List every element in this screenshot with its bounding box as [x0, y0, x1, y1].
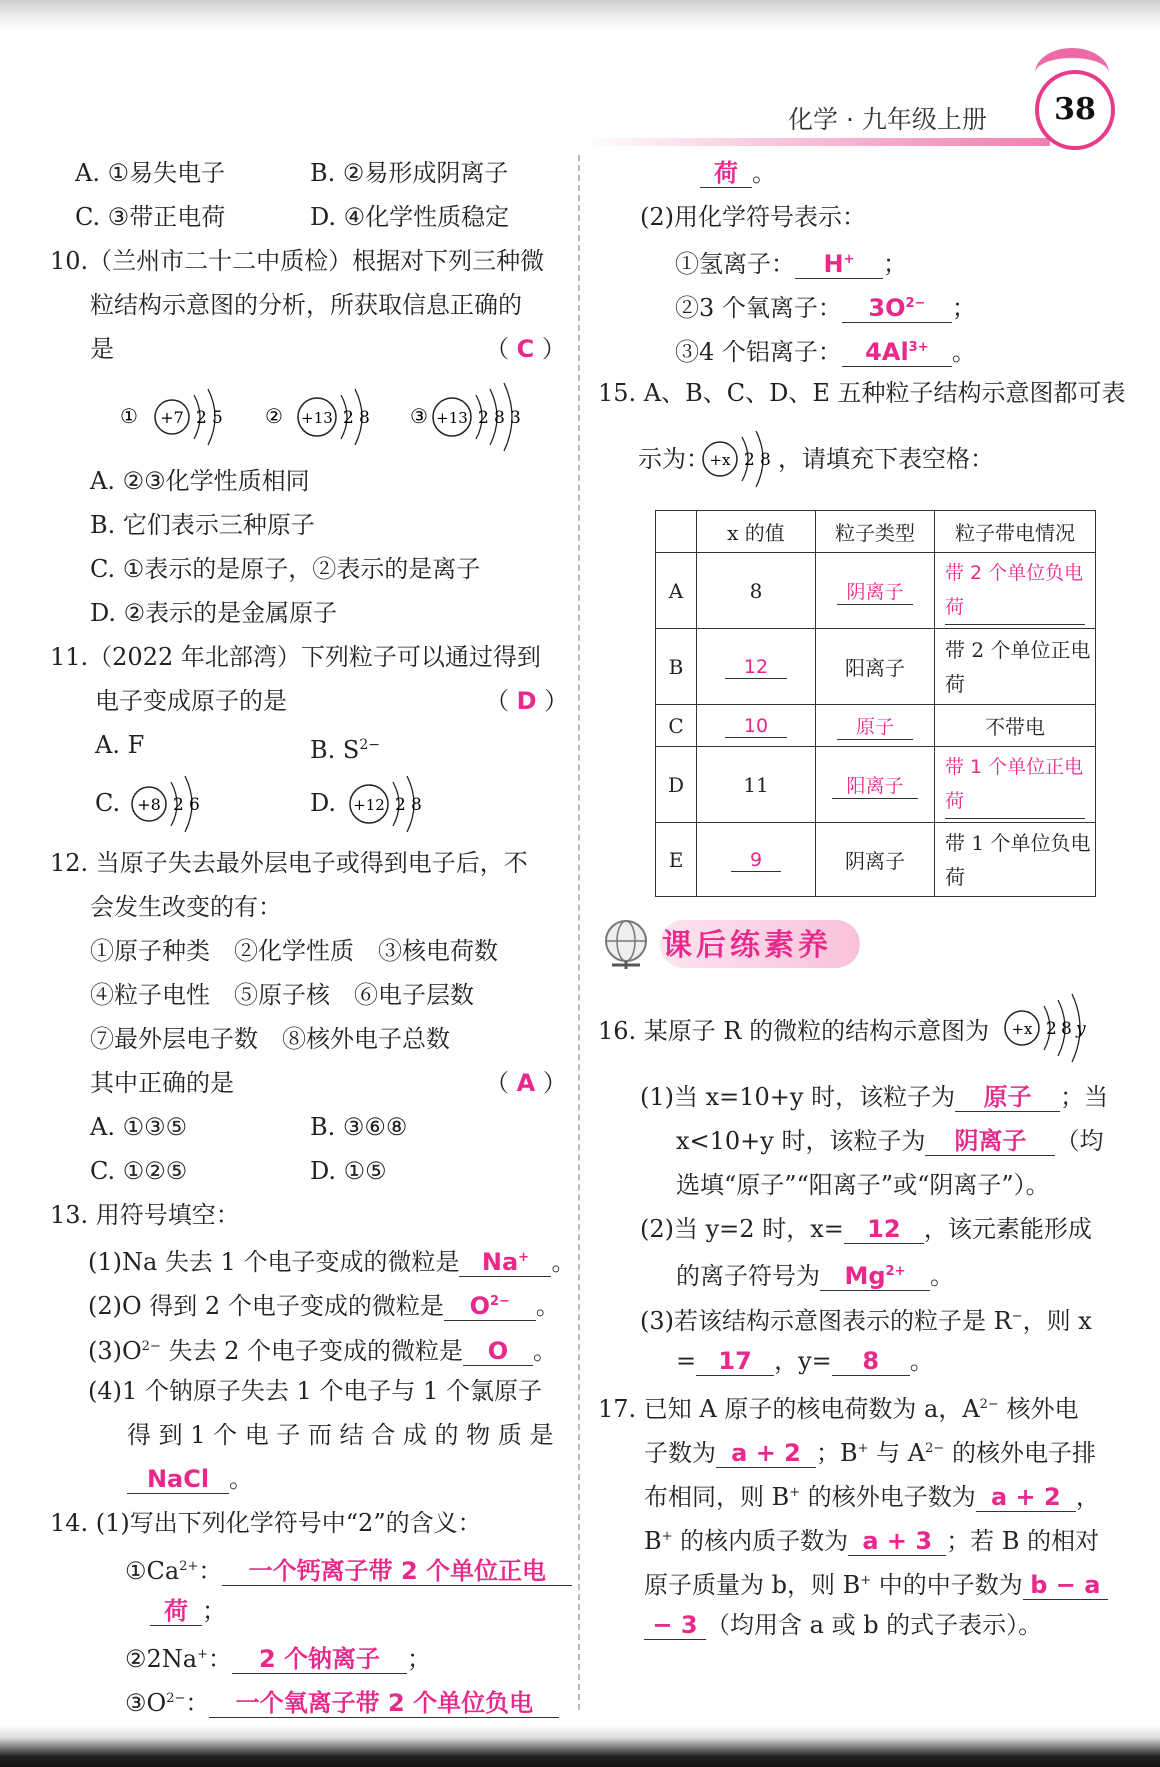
q15-line-2b: ，请填充下表空格： [778, 445, 994, 473]
nucleus-charge: +12 [353, 796, 385, 814]
shell-electrons: 6 [189, 795, 200, 815]
table-row [656, 747, 1096, 823]
row-id: A [656, 553, 697, 629]
row-charge: 带 2 个单位负电荷 [935, 553, 1096, 629]
q17-line-3: 布相同，则 B+ 的核外电子数为 a + 2 ， [644, 1483, 1100, 1511]
shell-electrons: 8 [411, 795, 422, 815]
q13-part-4-line-2: 得 到 1 个 电 子 而 结 合 成 的 物 质 是 [127, 1421, 554, 1449]
q17-line-5: 原子质量为 b，则 B+ 中的中子数为 b − a [644, 1566, 1108, 1600]
table-row [656, 629, 1096, 705]
q15-diagram [698, 424, 783, 494]
shell-electrons: 3 [510, 408, 521, 428]
row-charge: 带 1 个单位正电荷 [935, 747, 1096, 823]
nucleus-charge: +13 [436, 409, 468, 427]
q11-answer-bracket: （ D ） [485, 687, 569, 715]
q16-part-3-b: = 17 ，y= 8 。 [676, 1347, 934, 1375]
q15-line-1: 15. A、B、C、D、E 五种粒子结构示意图都可表 [598, 379, 1126, 407]
bottom-edge [0, 1725, 1160, 1767]
row-x: 9 [697, 823, 816, 897]
q17-line-1: 17. 已知 A 原子的核电荷数为 a，$A^{2-}$ 核外电 [598, 1395, 1079, 1423]
q16-part-2-a: (2)当 y=2 时，x= 12 ，该元素能形成 [640, 1215, 1092, 1243]
table-header-row [656, 511, 1096, 553]
q11-diagram-c [125, 770, 215, 840]
q11-diagram-d [345, 770, 440, 840]
q13-part-3: $(3)O^{2-}$ 失去 2 个电子变成的微粒是 O 。 [88, 1337, 557, 1365]
q12-option-b: B. ③⑥⑧ [310, 1113, 408, 1141]
q12-option-d: D. ①⑤ [310, 1157, 387, 1185]
q10-option-d: D. ②表示的是金属原子 [90, 599, 338, 627]
row-type: 阳离子 [816, 629, 935, 705]
row-type: 阴离子 [816, 553, 935, 629]
nucleus-charge: +x [1011, 1020, 1033, 1038]
q16-part-1-b: x<10+y 时，该粒子为 阴离子 （均 [676, 1127, 1104, 1155]
shell-electrons: 2 [1046, 1019, 1057, 1039]
q16-part-1-a: (1)当 x=10+y 时，该粒子为 原子 ；当 [640, 1083, 1109, 1111]
row-type: 原子 [816, 705, 935, 747]
section-banner: 课后练素养 [662, 928, 832, 963]
q14-item-3-cont: 荷 。 [700, 158, 776, 188]
q10-line-3: 是 [90, 335, 114, 363]
shell-electrons: 2 [395, 795, 406, 815]
q10-line-2: 粒结构示意图的分析，所获取信息正确的 [90, 291, 522, 319]
q12-option-c: C. ①②⑤ [90, 1157, 188, 1185]
q12-option-a: A. ①③⑤ [90, 1113, 188, 1141]
q10-diagram-3 [410, 383, 521, 451]
q12-items-1: ①原子种类 ②化学性质 ③核电荷数 [90, 937, 498, 965]
shell-electrons: 8 [1061, 1019, 1072, 1039]
q12-items-2: ④粒子电性 ⑤原子核 ⑥电子层数 [90, 981, 474, 1009]
q11-line-2: 电子变成原子的是 [95, 687, 287, 715]
row-x: 8 [697, 553, 816, 629]
row-id: C [656, 705, 697, 747]
q10-option-b: B. 它们表示三种原子 [90, 511, 315, 539]
q10-option-a: A. ②③化学性质相同 [90, 467, 310, 495]
row-x: 11 [697, 747, 816, 823]
q12-answer-bracket: （ A ） [485, 1069, 567, 1097]
table-header-cell: x 的值 [697, 511, 816, 553]
q13-part-2: (2)O 得到 2 个电子变成的微粒是 $O^{2-}$ 。 [88, 1288, 560, 1321]
row-id: B [656, 629, 697, 705]
q16-diagram [1000, 992, 1100, 1064]
q10-diagram-2 [265, 389, 370, 445]
q16-part-3-a: (3)若该结构示意图表示的粒子是 R−，则 x [640, 1307, 1092, 1335]
q14-part-2-title: (2)用化学符号表示： [640, 203, 866, 231]
shell-electrons: 2 [744, 450, 755, 470]
q13-part-1: (1)Na 失去 1 个电子变成的微粒是 Na+ 。 [88, 1244, 575, 1277]
q10-line-1: 10.（兰州市二十二中质检）根据对下列三种微 [50, 247, 545, 275]
nucleus-charge: +7 [160, 408, 184, 427]
q14-item-3: $③O^{2-}$： 一个氧离子带 2 个单位负电 [125, 1684, 559, 1718]
row-x: 10 [697, 705, 816, 747]
row-x: 12 [697, 629, 816, 705]
q9-option-d: D. ④化学性质稳定 [310, 203, 510, 231]
nucleus-charge: +13 [301, 409, 333, 427]
top-edge [0, 0, 1160, 30]
table-row [656, 553, 1096, 629]
row-charge: 不带电 [935, 705, 1096, 747]
q11-option-c-label: C. [95, 789, 121, 817]
shell-electrons: 2 [173, 795, 184, 815]
shell-electrons: 2 [343, 408, 354, 428]
q10-diagrams [120, 375, 540, 455]
q10-answer-bracket: （ C ） [485, 335, 566, 363]
q12-line-1: 12. 当原子失去最外层电子或得到电子后，不 [50, 849, 528, 877]
q16-part-2-b: 的离子符号为 $Mg^{2+}$ 。 [676, 1258, 954, 1291]
diagram-label: ② [265, 404, 283, 428]
q9-option-b: B. ②易形成阴离子 [310, 159, 509, 187]
diagram-label: ① [120, 404, 138, 428]
q14-title: 14. (1)写出下列化学符号中“2”的含义： [50, 1509, 482, 1537]
q10-option-c: C. ①表示的是原子，②表示的是离子 [90, 555, 481, 583]
q9-option-c: C. ③带正电荷 [75, 203, 226, 231]
row-charge: 带 2 个单位正电荷 [935, 629, 1096, 705]
header-subject: 化学 · 九年级上册 [788, 105, 987, 134]
table-row [656, 705, 1096, 747]
q13-title: 13. 用符号填空： [50, 1201, 240, 1229]
row-id: D [656, 747, 697, 823]
q17-line-6: − 3 （均用含 a 或 b 的式子表示）。 [644, 1610, 1042, 1640]
q14-symbol-2: ②3 个氧离子： $3O^{2-}$ ； [675, 290, 976, 323]
shell-electrons: 8 [494, 408, 505, 428]
q12-line-3: 其中正确的是 [90, 1069, 234, 1097]
q14-item-1-cont: 荷 ； [150, 1596, 226, 1626]
row-type: 阳离子 [816, 747, 935, 823]
q11-option-a: A. F [95, 731, 145, 759]
row-type: 阴离子 [816, 823, 935, 897]
q13-part-4-answer: NaCl 。 [127, 1464, 253, 1494]
q17-line-4: B+ 的核内质子数为 a + 3 ；若 B 的相对 [644, 1527, 1100, 1555]
shell-electrons: 8 [760, 450, 771, 470]
q14-item-1: $①Ca^{2+}$： 一个钙离子带 2 个单位正电 [125, 1552, 572, 1586]
header-rule [580, 138, 1050, 146]
row-charge: 带 1 个单位负电荷 [935, 823, 1096, 897]
q9-option-a: A. ①易失电子 [75, 159, 226, 187]
q11-line-1: 11.（2022 年北部湾）下列粒子可以通过得到 [50, 643, 541, 671]
q14-symbol-1: ①氢离子： H+ ； [675, 246, 907, 279]
table-header-cell: 粒子类型 [816, 511, 935, 553]
q16-part-1-c: 选填“原子”“阳离子”或“阴离子”）。 [676, 1171, 1050, 1199]
page-number: 38 [1035, 70, 1115, 150]
nucleus-charge: +x [709, 451, 731, 469]
table-header-cell [656, 511, 697, 553]
q10-diagram-1 [120, 389, 223, 445]
shell-electrons: 5 [212, 408, 223, 428]
nucleus-charge: +8 [137, 795, 161, 814]
q15-table [655, 510, 1096, 897]
q12-answer: A [516, 1069, 536, 1097]
q12-line-2: 会发生改变的有： [90, 893, 282, 921]
q11-option-b: B. $S^{2-}$ [310, 736, 380, 764]
q13-part-4-line-1: (4)1 个钠原子失去 1 个电子与 1 个氯原子 [88, 1377, 542, 1405]
column-divider [578, 155, 580, 1710]
q15-line-2a: 示为： [638, 445, 710, 473]
q14-item-2: ②2Na+： 2 个钠离子 ； [125, 1645, 431, 1673]
shell-electrons: y [1076, 1019, 1086, 1039]
q14-symbol-3: ③4 个铝离子： $4Al^{3+}$ 。 [675, 334, 976, 367]
q11-option-d-label: D. [310, 789, 337, 817]
q10-answer: C [516, 335, 535, 363]
table-row [656, 823, 1096, 897]
shell-electrons: 2 [478, 408, 489, 428]
shell-electrons: 2 [196, 408, 207, 428]
q16-line-1: 16. 某原子 R 的微粒的结构示意图为 [598, 1017, 990, 1045]
q12-items-3: ⑦最外层电子数 ⑧核外电子总数 [90, 1025, 450, 1053]
diagram-label: ③ [410, 404, 428, 428]
q17-line-2: 子数为 a + 2 ；B+ 与 $A^{2-}$ 的核外电子排 [644, 1439, 1096, 1467]
q11-answer: D [516, 687, 537, 715]
shell-electrons: 8 [359, 408, 370, 428]
row-id: E [656, 823, 697, 897]
globe-icon [598, 915, 658, 975]
table-header-cell: 粒子带电情况 [935, 511, 1096, 553]
